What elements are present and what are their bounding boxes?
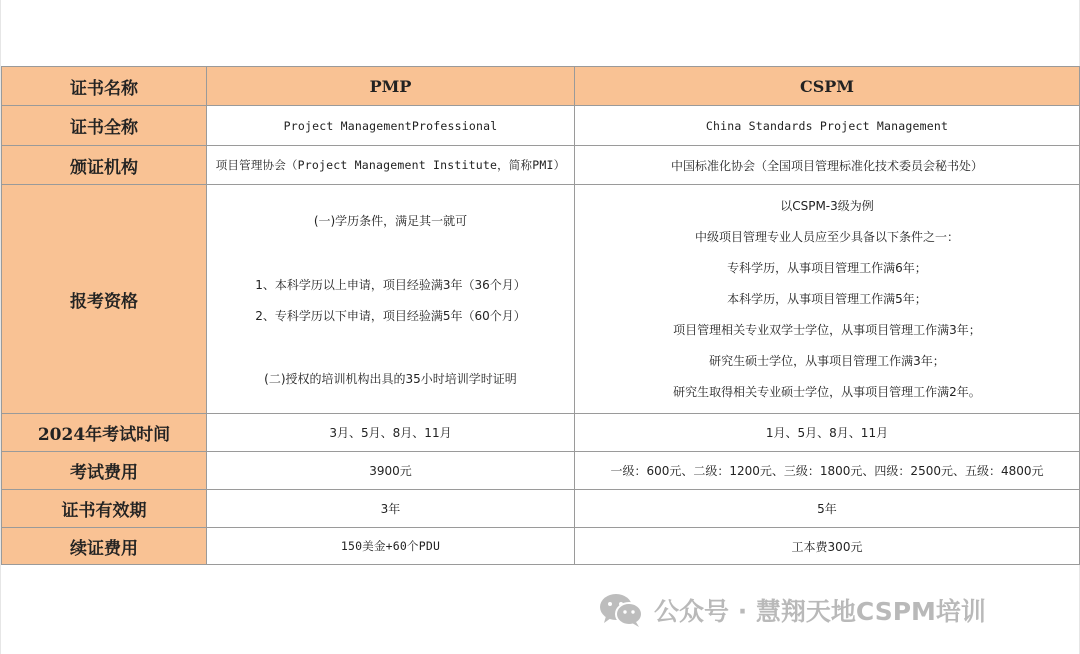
label-name: 证书名称	[2, 67, 207, 106]
row-fee	[2, 452, 1080, 490]
cspm-eligibility-line: 中级项目管理专业人员应至少具备以下条件之一：	[694, 229, 959, 244]
label-validity: 证书有效期	[2, 490, 207, 528]
label-eligibility: 报考资格	[2, 185, 207, 414]
cspm-validity: 5年	[575, 490, 1080, 528]
label-fullname: 证书全称	[2, 106, 207, 146]
row-eligibility	[2, 185, 1080, 414]
cspm-issuer: 中国标准化协会（全国项目管理标准化技术委员会秘书处）	[575, 146, 1080, 185]
pmp-eligibility-line: 2、专科学历以下申请，项目经验满5年（60个月）	[255, 309, 526, 323]
pmp-exam-time: 3月、5月、8月、11月	[207, 414, 575, 452]
cspm-exam-time: 1月、5月、8月、11月	[575, 414, 1080, 452]
row-issuer	[2, 146, 1080, 185]
pmp-eligibility-line: (一)学历条件，满足其一就可	[313, 214, 468, 228]
label-renewal: 续证费用	[2, 528, 207, 565]
cspm-eligibility-line: 本科学历，从事项目管理工作满5年；	[727, 291, 927, 306]
row-fullname	[2, 106, 1080, 146]
label-exam-time: 2024年考试时间	[2, 414, 207, 452]
label-fee: 考试费用	[2, 452, 207, 490]
row-validity	[2, 490, 1080, 528]
pmp-fullname: Project ManagementProfessional	[207, 106, 575, 146]
row-renewal	[2, 528, 1080, 565]
pmp-name: PMP	[207, 67, 575, 106]
pmp-issuer: 项目管理协会（Project Management Institute，简称PMI）	[207, 146, 575, 185]
cspm-fee: 一级：600元、二级：1200元、三级：1800元、四级：2500元、五级：4800元	[575, 452, 1080, 490]
watermark-text: 公众号 · 慧翔天地CSPM培训	[654, 597, 986, 626]
row-name	[2, 67, 1080, 106]
pmp-renewal: 150美金+60个PDU	[207, 528, 575, 565]
label-issuer: 颁证机构	[2, 146, 207, 185]
cspm-name: CSPM	[575, 67, 1080, 106]
pmp-validity: 3年	[207, 490, 575, 528]
pmp-eligibility-line: 1、本科学历以上申请，项目经验满3年（36个月）	[255, 278, 526, 292]
cspm-eligibility-line: 以CSPM-3级为例	[780, 198, 874, 213]
cspm-eligibility	[575, 185, 1080, 414]
pmp-eligibility	[207, 185, 575, 414]
pmp-eligibility-line: (二)授权的培训机构出具的35小时培训学时证明	[264, 372, 517, 386]
row-exam-time	[2, 414, 1080, 452]
cspm-fullname: China Standards Project Management	[575, 106, 1080, 146]
cspm-eligibility-line: 研究生取得相关专业硕士学位，从事项目管理工作满2年。	[673, 384, 981, 399]
watermark	[598, 592, 986, 628]
cspm-eligibility-line: 专科学历，从事项目管理工作满6年；	[727, 260, 927, 275]
cspm-eligibility-line: 项目管理相关专业双学士学位，从事项目管理工作满3年；	[673, 322, 981, 337]
wechat-icon	[598, 592, 644, 628]
pmp-fee: 3900元	[207, 452, 575, 490]
cspm-eligibility-line: 研究生硕士学位，从事项目管理工作满3年；	[709, 353, 945, 368]
cspm-renewal: 工本费300元	[575, 528, 1080, 565]
certificate-comparison-table	[1, 66, 1080, 565]
